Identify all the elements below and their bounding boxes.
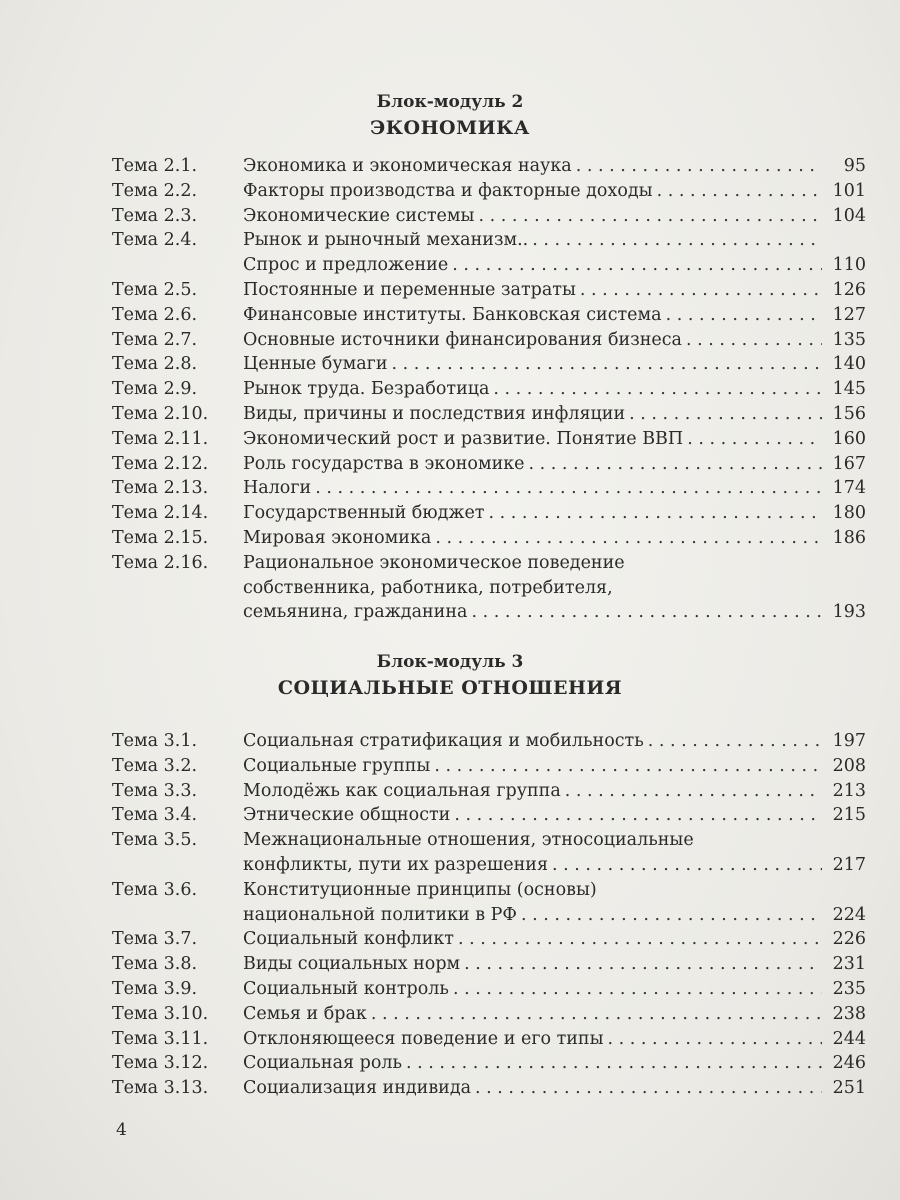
topic-number: Тема 3.11.: [112, 1028, 209, 1049]
dot-leader: [448, 253, 822, 278]
dot-leader: [430, 754, 822, 779]
topic-number: [112, 600, 243, 625]
dot-leader: [454, 927, 822, 952]
page-ref: 238: [832, 1003, 866, 1024]
topic-title: Рациональное экономическое поведение: [243, 552, 625, 573]
topic-title: Этнические общности: [243, 805, 451, 826]
dot-leader: [450, 803, 822, 828]
topic-number: Тема 3.6.: [112, 879, 198, 900]
toc-line: [112, 476, 866, 501]
toc-entry: [112, 803, 866, 828]
topic-title: Социальные группы: [243, 755, 431, 776]
page-ref: 145: [832, 379, 866, 400]
topic-number: Тема 3.2.: [112, 755, 198, 776]
page-ref: 180: [832, 503, 866, 524]
toc-entry: [112, 427, 866, 452]
toc-line: [112, 754, 866, 779]
page-ref: 215: [832, 805, 866, 826]
topic-title: Социальная стратификация и мобильность: [243, 731, 644, 751]
toc-entry: [112, 303, 866, 328]
topic-number: Тема 2.4.: [112, 230, 198, 251]
toc-line: [112, 204, 866, 229]
topic-number: Тема 2.1.: [112, 156, 198, 176]
topic-title: Молодёжь как социальная группа: [243, 780, 561, 801]
topic-title: Конституционные принципы (основы): [243, 879, 597, 900]
dot-leader: [572, 154, 822, 179]
topic-number: Тема 3.9.: [112, 978, 198, 999]
page-ref: 251: [832, 1078, 866, 1099]
dot-leader: [431, 526, 822, 551]
page-ref: 167: [832, 453, 866, 474]
toc-line: [112, 352, 866, 377]
toc-line: [112, 526, 866, 551]
dot-leader: [528, 228, 822, 253]
topic-number: [112, 253, 243, 278]
toc-line: [112, 576, 866, 601]
toc-line: [112, 878, 866, 903]
toc-line: [112, 328, 866, 353]
page-ref: [822, 828, 866, 853]
topic-number: Тема 2.6.: [112, 304, 198, 325]
toc-line: [112, 303, 866, 328]
toc-entry: [112, 779, 866, 804]
topic-number: Тема 3.5.: [112, 830, 198, 851]
toc-entry: [112, 878, 866, 928]
topic-number: Тема 2.11.: [112, 428, 209, 449]
topic-number: Тема 3.3.: [112, 780, 198, 801]
page-ref: [822, 576, 866, 601]
topic-number: Тема 2.8.: [112, 354, 198, 375]
dot-leader: [474, 204, 822, 229]
block-header-3: [0, 650, 900, 702]
page-ref: [822, 551, 866, 576]
topic-number: Тема 2.15.: [112, 527, 209, 548]
topic-number: Тема 2.9.: [112, 379, 198, 400]
topic-number: Тема 2.10.: [112, 403, 209, 424]
dot-leader: [388, 352, 822, 377]
page-ref: 244: [832, 1028, 866, 1049]
page-ref: 246: [832, 1053, 866, 1074]
toc-line: [112, 1051, 866, 1076]
topic-number: Тема 3.12.: [112, 1053, 209, 1074]
toc-entry: [112, 328, 866, 353]
topic-number: Тема 2.2.: [112, 180, 198, 201]
page-ref: 197: [832, 731, 866, 751]
dot-leader: [367, 1002, 822, 1027]
dot-leader: [561, 779, 822, 804]
toc-entry: [112, 476, 866, 501]
toc-entry: [112, 204, 866, 229]
topic-number: Тема 2.5.: [112, 279, 198, 300]
toc-line: [112, 551, 866, 576]
topic-number: Тема 3.1.: [112, 731, 198, 751]
topic-number: [112, 853, 243, 878]
topic-title: Государственный бюджет: [243, 503, 485, 524]
toc-line: [112, 278, 866, 303]
page-ref: 126: [832, 279, 866, 300]
toc-entry: [112, 927, 866, 952]
toc-entry: [112, 278, 866, 303]
topic-number: Тема 3.4.: [112, 805, 198, 826]
toc-line: [112, 1076, 866, 1101]
topic-title: национальной политики в РФ: [243, 904, 517, 925]
page-ref: 101: [832, 180, 866, 201]
topic-title: собственника, работника, потребителя,: [243, 577, 613, 598]
block-title: ЭКОНОМИКА: [370, 117, 530, 139]
topic-number: [112, 903, 243, 928]
toc-entry: [112, 228, 866, 278]
topic-number: Тема 2.7.: [112, 329, 198, 350]
topic-title: семьянина, гражданина: [243, 602, 468, 623]
toc-entry: [112, 754, 866, 779]
topic-title: Роль государства в экономике: [243, 453, 525, 474]
dot-leader: [525, 452, 822, 477]
dot-leader: [548, 853, 822, 878]
page-ref: 208: [832, 755, 866, 776]
toc-entry: [112, 1027, 866, 1052]
dot-leader: [311, 476, 822, 501]
block-subtitle: Блок-модуль 3: [376, 652, 524, 672]
toc-entry: [112, 526, 866, 551]
topic-number: Тема 2.14.: [112, 503, 209, 524]
toc-line: [112, 427, 866, 452]
topic-title: Межнациональные отношения, этносоциальные: [243, 830, 694, 851]
toc-line: [112, 729, 866, 754]
topic-number: Тема 3.8.: [112, 954, 198, 975]
dot-leader: [625, 402, 822, 427]
toc-entry: [112, 1051, 866, 1076]
toc-entry: [112, 402, 866, 427]
page-ref: 160: [832, 428, 866, 449]
topic-title: Налоги: [243, 478, 312, 499]
topic-title: Социальный контроль: [243, 978, 449, 999]
dot-leader: [682, 328, 822, 353]
topic-number: Тема 2.3.: [112, 205, 198, 226]
toc-line: [112, 1027, 866, 1052]
page-ref: 127: [832, 304, 866, 325]
topic-number: Тема 2.12.: [112, 453, 209, 474]
topic-number: Тема 3.10.: [112, 1003, 209, 1024]
toc-line: [112, 600, 866, 625]
toc-entry: [112, 1002, 866, 1027]
page-ref: 174: [832, 478, 866, 499]
dot-leader: [683, 427, 822, 452]
topic-title: Постоянные и переменные затраты: [243, 279, 576, 300]
toc-list-block-2: [112, 154, 866, 625]
page-ref: 156: [832, 403, 866, 424]
toc-entry: [112, 501, 866, 526]
toc-entry: [112, 977, 866, 1002]
toc-entry: [112, 729, 866, 754]
toc-line: [112, 977, 866, 1002]
toc-line: [112, 154, 866, 179]
toc-line: [112, 927, 866, 952]
topic-title: Факторы производства и факторные доходы: [243, 180, 653, 201]
topic-number: [112, 576, 243, 601]
toc-line: [112, 803, 866, 828]
topic-number: Тема 3.7.: [112, 929, 198, 950]
page-ref: [822, 228, 866, 253]
toc-line: [112, 253, 866, 278]
page-ref: 217: [832, 854, 866, 875]
toc-entry: [112, 377, 866, 402]
topic-title: Отклоняющееся поведение и его типы: [243, 1028, 604, 1049]
topic-title: Финансовые институты. Банковская система: [243, 304, 662, 325]
toc-line: [112, 903, 866, 928]
block-subtitle: Блок-модуль 2: [376, 92, 524, 112]
block-title: СОЦИАЛЬНЫЕ ОТНОШЕНИЯ: [277, 677, 623, 699]
page-ref: 193: [832, 602, 866, 623]
dot-leader: [604, 1027, 822, 1052]
toc-entry: [112, 1076, 866, 1101]
dot-leader: [485, 501, 823, 526]
topic-title: Социальный конфликт: [243, 929, 454, 950]
topic-number: Тема 2.13.: [112, 478, 209, 499]
toc-line: [112, 1002, 866, 1027]
dot-leader: [576, 278, 822, 303]
page-ref: 231: [832, 954, 866, 975]
topic-title: Семья и брак: [243, 1003, 367, 1024]
toc-list-block-3: [112, 729, 866, 1101]
toc-entry: [112, 952, 866, 977]
page-ref: 226: [832, 929, 866, 950]
topic-title: Экономика и экономическая наука: [243, 156, 572, 176]
dot-leader: [471, 1076, 822, 1101]
page-ref: 224: [832, 904, 866, 925]
dot-leader: [517, 903, 822, 928]
page-ref: 135: [832, 329, 866, 350]
toc-line: [112, 228, 866, 253]
page-ref: [822, 878, 866, 903]
page-ref: 140: [832, 354, 866, 375]
toc-entry: [112, 352, 866, 377]
toc-entry: [112, 154, 866, 179]
toc-line: [112, 452, 866, 477]
topic-title: Социальная роль: [243, 1053, 403, 1074]
toc-line: [112, 402, 866, 427]
page-ref: 213: [832, 780, 866, 801]
topic-title: Мировая экономика: [243, 527, 432, 548]
dot-leader: [449, 977, 822, 1002]
topic-title: Виды социальных норм: [243, 954, 461, 975]
topic-title: Экономический рост и развитие. Понятие ВВП: [243, 428, 684, 449]
page-ref: 104: [832, 205, 866, 226]
topic-title: Виды, причины и последствия инфляции: [243, 403, 626, 424]
page-ref: 95: [843, 156, 866, 176]
toc-line: [112, 501, 866, 526]
toc-entry: [112, 179, 866, 204]
topic-title: Рынок труда. Безработица: [243, 379, 490, 400]
dot-leader: [597, 878, 822, 903]
dot-leader: [460, 952, 822, 977]
toc-line: [112, 828, 866, 853]
toc-line: [112, 377, 866, 402]
topic-title: Основные источники финансирования бизнеса: [243, 329, 682, 350]
topic-title: Социализация индивида: [243, 1078, 472, 1099]
toc-entry: [112, 452, 866, 477]
topic-title: Экономические системы: [243, 205, 475, 226]
toc-line: [112, 853, 866, 878]
page-number: 4: [116, 1120, 127, 1140]
dot-leader: [625, 551, 822, 576]
toc-line: [112, 779, 866, 804]
topic-title: Ценные бумаги: [243, 354, 388, 375]
dot-leader: [694, 828, 822, 853]
toc-line: [112, 952, 866, 977]
dot-leader: [613, 576, 822, 601]
dot-leader: [653, 179, 822, 204]
toc-entry: [112, 551, 866, 625]
dot-leader: [489, 377, 822, 402]
toc-line: [112, 179, 866, 204]
dot-leader: [644, 729, 822, 754]
toc-entry: [112, 828, 866, 878]
topic-number: Тема 3.13.: [112, 1078, 209, 1099]
block-header-2: [0, 90, 900, 142]
dot-leader: [402, 1051, 822, 1076]
dot-leader: [662, 303, 822, 328]
topic-number: Тема 2.16.: [112, 552, 209, 573]
page-ref: 235: [832, 978, 866, 999]
topic-title: Спрос и предложение: [243, 255, 449, 276]
topic-title: конфликты, пути их разрешения: [243, 854, 548, 875]
page-ref: 110: [832, 255, 866, 276]
dot-leader: [467, 600, 822, 625]
page-ref: 186: [832, 527, 866, 548]
topic-title: Рынок и рыночный механизм..: [243, 230, 529, 251]
